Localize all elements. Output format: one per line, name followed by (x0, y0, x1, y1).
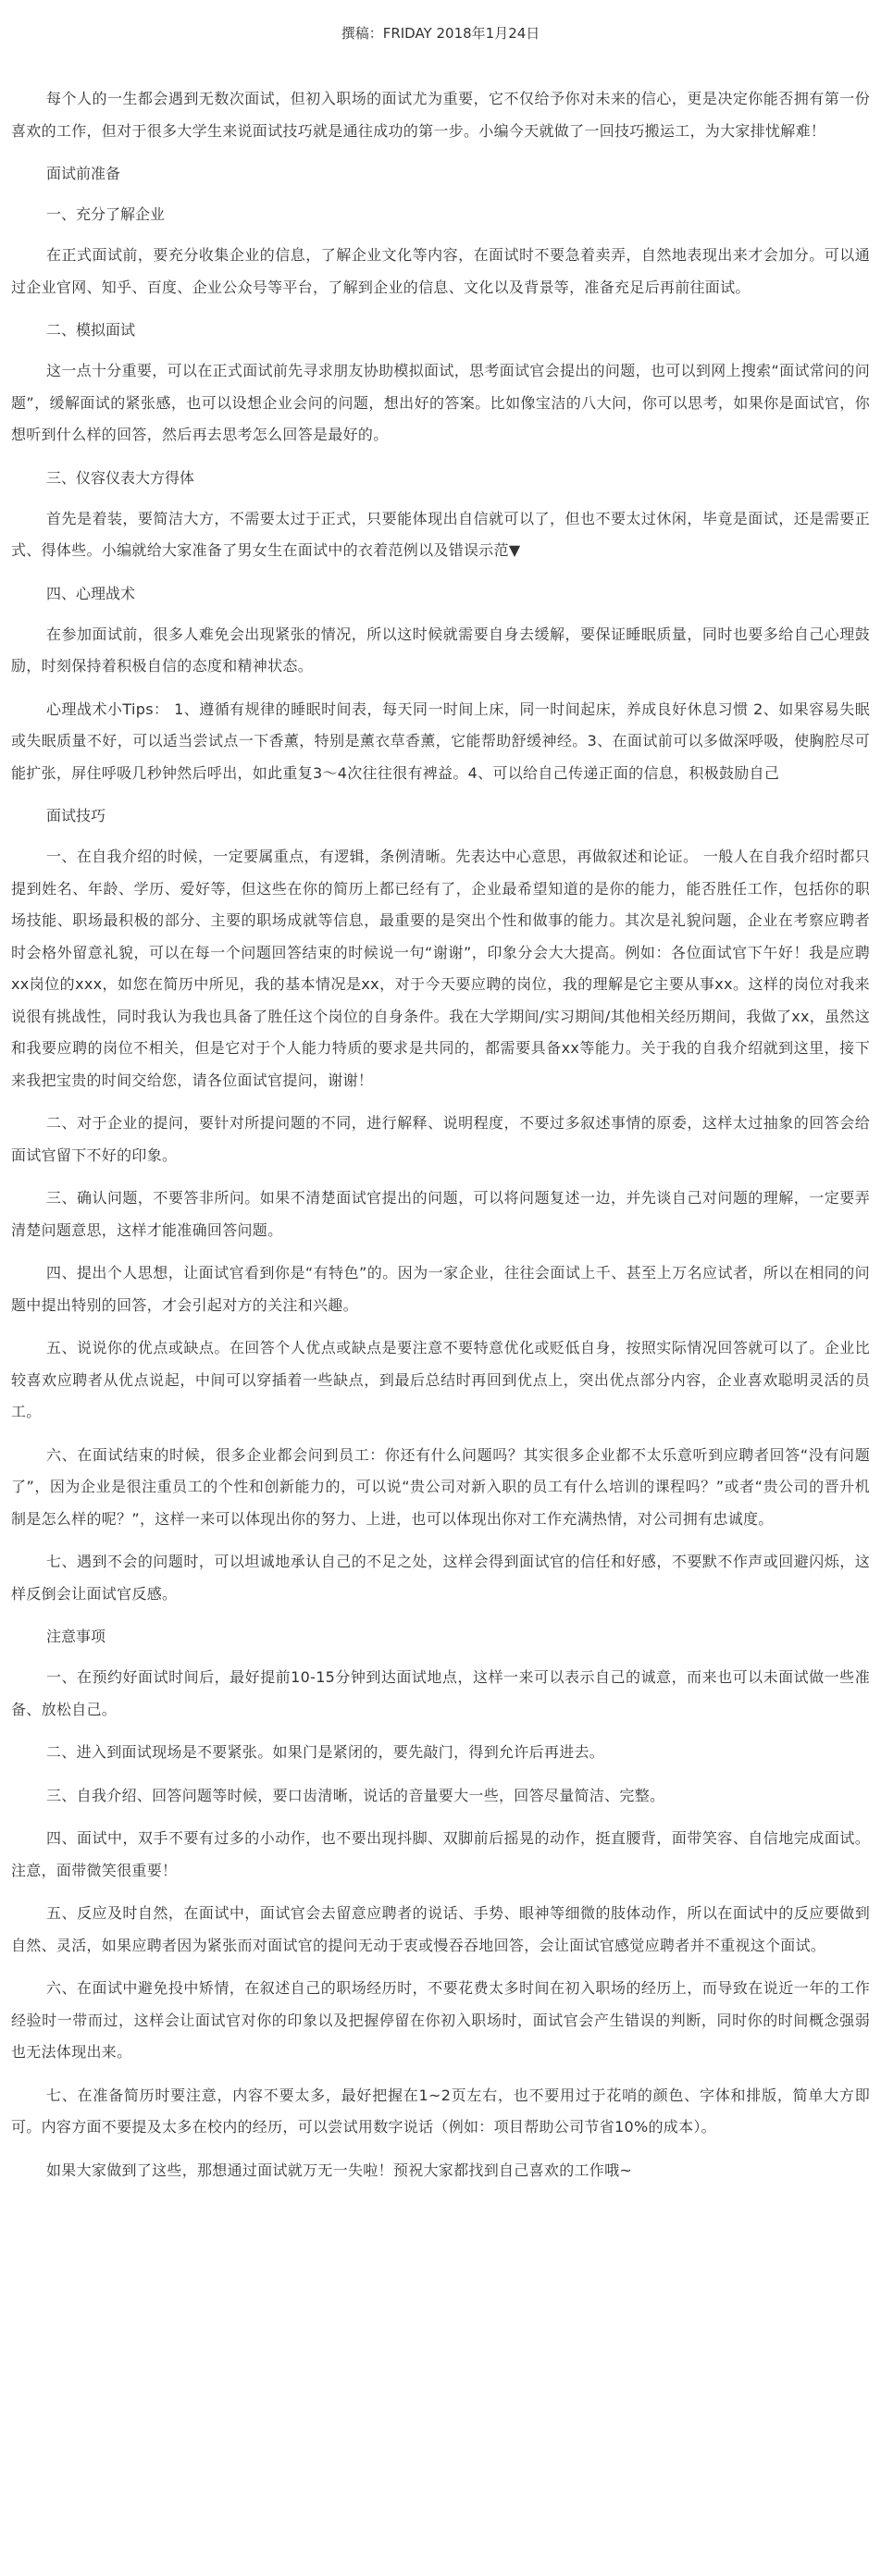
section-heading: 一、充分了解企业 (46, 205, 166, 223)
byline: 撰稿：FRIDAY 2018年1月24日 (341, 25, 540, 42)
section-heading: 注意事项 (46, 1628, 106, 1645)
paragraph: 三、确认问题，不要答非所问。如果不清楚面试官提出的问题，可以将问题复述一边，并先谈自己对问题的理解，一定要弄清楚问题意思，这样才能准确回答问题。 (11, 1189, 870, 1239)
article-body (11, 83, 870, 2186)
section-heading: 面试前准备 (46, 165, 121, 182)
paragraph: 四、提出个人思想，让面试官看到你是“有特色”的。因为一家企业，往往会面试上千、甚至上万名应试者，所以在相同的问题中提出特别的回答，才会引起对方的关注和兴趣。 (11, 1264, 870, 1314)
section-heading: 三、仪容仪表大方得体 (46, 468, 195, 487)
paragraph: 二、进入到面试现场是不要紧张。如果门是紧闭的，要先敲门，得到允许后再进去。 (46, 1743, 605, 1761)
paragraph: 五、反应及时自然，在面试中，面试官会去留意应聘者的说话、手势、眼神等细微的肢体动作，所以在面试中的反应要做到自然、灵活，如果应聘者因为紧张而对面试官的提问无动于衷或慢吞吞地回答，会让面试官感觉应聘者并不重视这个面试。 (11, 1904, 870, 1954)
section-heading: 二、模拟面试 (46, 321, 136, 339)
paragraph: 二、对于企业的提问，要针对所提问题的不同，进行解释、说明程度，不要过多叙述事情的原委，这样太过抽象的回答会给面试官留下不好的印象。 (11, 1114, 870, 1164)
section-heading: 面试技巧 (46, 807, 106, 824)
paragraph: 心理战术小Tips： 1、遵循有规律的睡眠时间表，每天同一时间上床，同一时间起床，养成良好休息习惯 2、如果容易失眠或失眠质量不好，可以适当尝试点一下香薰，特别是薰衣草香薰，它能帮助舒缓神经。3、在面试前可以多做深呼吸，使胸腔尽可能扩张，屏住呼吸几秒钟然后呼出，如此重复3～4次往往很有裨益。4、可以给自己传递正面的信息，积极鼓励自己 (11, 700, 870, 782)
paragraph: 五、说说你的优点或缺点。在回答个人优点或缺点是要注意不要特意优化或贬低自身，按照实际情况回答就可以了。企业比较喜欢应聘者从优点说起，中间可以穿插着一些缺点，到最后总结时再回到优点上，突出优点部分内容，企业喜欢聪明灵活的员工。 (11, 1339, 870, 1420)
paragraph: 七、遇到不会的问题时，可以坦诚地承认自己的不足之处，这样会得到面试官的信任和好感，不要默不作声或回避闪烁，这样反倒会让面试官反感。 (11, 1553, 870, 1603)
paragraph: 一、在自我介绍的时候，一定要属重点，有逻辑，条例清晰。先表达中心意思，再做叙述和论证。 一般人在自我介绍时都只提到姓名、年龄、学历、爱好等，但这些在你的简历上都已经有了，企业最希望知道的是你的能力，能否胜任工作，包括你的职场技能、职场最积极的部分、主要的职场成就等信息，最重要的是突出个性和做事的能力。其次是礼貌问题，企业在考察应聘者时会格外留意礼貌，可以在每一个问题回答结束的时候说一句“谢谢”，印象分会大大提高。例如：各位面试官下午好！我是应聘xx岗位的xxx，如您在简历中所见，我的基本情况是xx，对于今天要应聘的岗位，我的理解是它主要从事xx。这样的岗位对我来说很有挑战性，同时我认为我也具备了胜任这个岗位的自身条件。我在大学期间/实习期间/其他相关经历期间，我做了xx，虽然这和我要应聘的岗位不相关，但是它对于个人能力特质的要求是共同的，都需要具备xx等能力。关于我的自我介绍就到这里，接下来我把宝贵的时间交给您，请各位面试官提问，谢谢！ (11, 848, 870, 1089)
paragraph: 这一点十分重要，可以在正式面试前先寻求朋友协助模拟面试，思考面试官会提出的问题，也可以到网上搜索“面试常问的问题”，缓解面试的紧张感，也可以设想企业会问的问题，想出好的答案。比如像宝洁的八大问，你可以思考，如果你是面试官，你想听到什么样的回答，然后再去思考怎么回答是最好的。 (11, 362, 870, 443)
paragraph: 七、在准备简历时要注意，内容不要太多，最好把握在1~2页左右，也不要用过于花哨的颜色、字体和排版，简单大方即可。内容方面不要提及太多在校内的经历，可以尝试用数字说话（例如：项目帮助公司节省10%的成本）。 (11, 2086, 870, 2136)
paragraph: 首先是着装，要简洁大方，不需要太过于正式，只要能体现出自信就可以了，但也不要太过休闲，毕竟是面试，还是需要正式、得体些。小编就给大家准备了男女生在面试中的衣着范例以及错误示范▼ (11, 509, 870, 559)
paragraph: 六、在面试结束的时候，很多企业都会问到员工：你还有什么问题吗？其实很多企业都不太乐意听到应聘者回答“没有问题了”，因为企业是很注重员工的个性和创新能力的，可以说“贵公司对新入职的员工有什么培训的课程吗？”或者“贵公司的晋升机制是怎么样的呢？”，这样一来可以体现出你的努力、上进，也可以体现出你对工作充满热情，对公司拥有忠诚度。 (11, 1445, 870, 1528)
paragraph: 三、自我介绍、回答问题等时候，要口齿清晰，说话的音量要大一些，回答尽量简洁、完整。 (46, 1786, 665, 1804)
paragraph: 四、面试中，双手不要有过多的小动作，也不要出现抖脚、双脚前后摇晃的动作，挺直腰背，面带笑容、自信地完成面试。注意，面带微笑很重要！ (11, 1829, 870, 1879)
paragraph: 在参加面试前，很多人难免会出现紧张的情况，所以这时候就需要自身去缓解，要保证睡眠质量，同时也要多给自己心理鼓励，时刻保持着积极自信的态度和精神状态。 (11, 625, 870, 675)
paragraph: 在正式面试前，要充分收集企业的信息，了解企业文化等内容，在面试时不要急着卖弄，自然地表现出来才会加分。可以通过企业官网、知乎、百度、企业公众号等平台，了解到企业的信息、文化以及背景等，准备充足后再前往面试。 (11, 246, 870, 296)
paragraph: 一、在预约好面试时间后，最好提前10-15分钟到达面试地点，这样一来可以表示自己的诚意，而来也可以未面试做一些准备、放松自己。 (11, 1668, 870, 1718)
section-heading: 四、心理战术 (46, 584, 136, 602)
paragraph: 如果大家做到了这些，那想通过面试就万无一失啦！预祝大家都找到自己喜欢的工作哦~ (46, 2161, 633, 2179)
paragraph: 每个人的一生都会遇到无数次面试，但初入职场的面试尤为重要，它不仅给予你对未来的信心，更是决定你能否拥有第一份喜欢的工作，但对于很多大学生来说面试技巧就是通往成功的第一步。小编今天就做了一回技巧搬运工，为大家排忧解难！ (11, 90, 870, 140)
paragraph: 六、在面试中避免投中矫情，在叙述自己的职场经历时，不要花费太多时间在初入职场的经历上，而导致在说近一年的工作经验时一带而过，这样会让面试官对你的印象以及把握停留在你初入职场时，面试官会产生错误的判断，同时你的时间概念强弱也无法体现出来。 (11, 1979, 870, 2061)
